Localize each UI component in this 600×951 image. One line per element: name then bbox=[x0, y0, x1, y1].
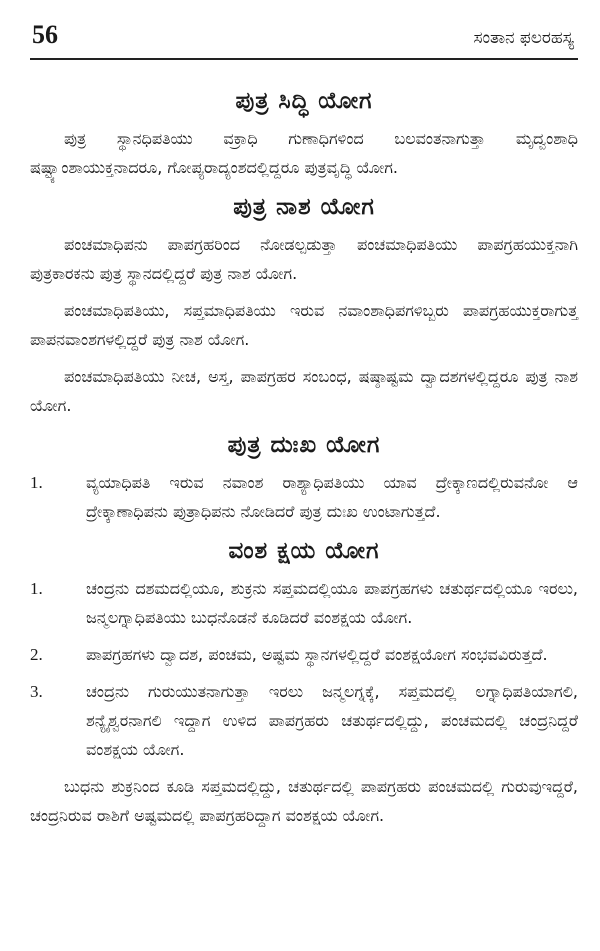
section-vamsha-kshaya-yoga bbox=[30, 536, 578, 830]
section-heading: ವಂಶ ಕ್ಷಯ ಯೋಗ bbox=[228, 538, 380, 564]
list-item-text: ಚಂದ್ರನು ದಶಮದಲ್ಲಿಯೂ, ಶುಕ್ರನು ಸಪ್ತಮದಲ್ಲಿಯೂ ಪಾಪಗ್ರಹಗಳು ಚತುರ್ಥದಲ್ಲಿಯೂ ಇರಲು, ಜನ್ಮಲಗ್ನಾಧಿಪತಿಯು ಬುಧನೊಡನೆ ಕೂಡಿದರೆ ವಂಶಕ್ಷಯ ಯೋಗ. bbox=[86, 579, 578, 627]
section-heading: ಪುತ್ರ ನಾಶ ಯೋಗ bbox=[233, 194, 375, 220]
section-putra-nasha-yoga bbox=[30, 192, 578, 420]
section-heading: ಪುತ್ರ ದುಃಖ ಯೋಗ bbox=[227, 432, 381, 458]
list-item-text: ಚಂದ್ರನು ಗುರುಯುತನಾಗುತ್ತಾ ಇರಲು ಜನ್ಮಲಗ್ನಕ್ಕೆ, ಸಪ್ತಮದಲ್ಲಿ ಲಗ್ನಾಧಿಪತಿಯಾಗಲಿ, ಶನ್ಯೈಶ್ವರನಾಗಲಿ ಇದ್ದಾಗ ಉಳಿದ ಪಾಪಗ್ರಹರು ಚತುರ್ಥದಲ್ಲಿದ್ದು, ಪಂಚಮದಲ್ಲಿ ಚಂದ್ರನಿದ್ದರೆ ವಂಶಕ್ಷಯ ಯೋಗ. bbox=[86, 682, 578, 759]
running-title: ಸಂತಾನ ಫಲರಹಸ್ಯ bbox=[473, 28, 574, 48]
page-header bbox=[30, 14, 578, 60]
list-item bbox=[30, 574, 578, 632]
list-item-number: 3. bbox=[30, 682, 43, 701]
paragraph: ಪಂಚಮಾಧಿಪನು ಪಾಪಗ್ರಹರಿಂದ ನೋಡಲ್ಪಡುತ್ತಾ ಪಂಚಮಾಧಿಪತಿಯು ಪಾಪಗ್ರಹಯುಕ್ತನಾಗಿ ಪುತ್ರಕಾರಕನು ಪುತ್ರ ಸ್ಥಾನದಲ್ಲಿದ್ದರೆ ಪುತ್ರ ನಾಶ ಯೋಗ. bbox=[30, 235, 578, 283]
paragraph: ಪಂಚಮಾಧಿಪತಿಯು ನೀಚ, ಅಸ್ತ, ಪಾಪಗ್ರಹರ ಸಂಬಂಧ, ಷಷ್ಠಾಷ್ಟಮ ದ್ವಾದಶಗಳಲ್ಲಿದ್ದರೂ ಪುತ್ರ ನಾಶ ಯೋಗ. bbox=[30, 367, 578, 415]
paragraph: ಪಂಚಮಾಧಿಪತಿಯು, ಸಪ್ತಮಾಧಿಪತಿಯು ಇರುವ ನವಾಂಶಾಧಿಪಗಳಿಬ್ಬರು ಪಾಪಗ್ರಹಯುಕ್ತರಾಗುತ್ತ ಪಾಪನವಾಂಶಗಳಲ್ಲಿದ್ದರೆ ಪುತ್ರ ನಾಶ ಯೋಗ. bbox=[30, 301, 578, 349]
list-item bbox=[30, 468, 578, 526]
list-item-number: 1. bbox=[30, 473, 43, 492]
numbered-list bbox=[30, 468, 578, 526]
closing-paragraph: ಬುಧನು ಶುಕ್ರನಿಂದ ಕೂಡಿ ಸಪ್ತಮದಲ್ಲಿದ್ದು, ಚತುರ್ಥದಲ್ಲಿ ಪಾಪಗ್ರಹರು ಪಂಚಮದಲ್ಲಿ ಗುರುವುಇದ್ದರೆ, ಚಂದ್ರನಿರುವ ರಾಶಿಗೆ ಅಷ್ಟಮದಲ್ಲಿ ಪಾಪಗ್ರಹರಿದ್ದಾಗ ವಂಶಕ್ಷಯ ಯೋಗ. bbox=[30, 777, 578, 825]
list-item-text: ವ್ಯಯಾಧಿಪತಿ ಇರುವ ನವಾಂಶ ರಾಶ್ಯಾಧಿಪತಿಯು ಯಾವ ದ್ರೇಕ್ಕಾಣದಲ್ಲಿರುವನೋ ಆ ದ್ರೇಕ್ಕಾಣಾಧಿಪನು ಪುತ್ರಾಧಿಪನು ನೋಡಿದರೆ ಪುತ್ರ ದುಃಖ ಉಂಟಾಗುತ್ತದೆ. bbox=[86, 473, 578, 521]
paragraph: ಪುತ್ರ ಸ್ಥಾನಧಿಪತಿಯು ವಕ್ರಾಧಿ ಗುಣಾಧಿಗಳಿಂದ ಬಲವಂತನಾಗುತ್ತಾ ಮೃದ್ವಂಶಾಧಿ ಷಷ್ಟ್ಯಾಂಶಾಯುಕ್ತನಾದರೂ, ಗೋಪ್ಯರಾದ್ಯಂಶದಲ್ಲಿದ್ದರೂ ಪುತ್ರವೃದ್ಧಿ ಯೋಗ. bbox=[30, 129, 578, 177]
list-item bbox=[30, 677, 578, 764]
list-item-number: 2. bbox=[30, 645, 43, 664]
section-putra-duhkha-yoga bbox=[30, 430, 578, 526]
numbered-list bbox=[30, 574, 578, 764]
section-putra-siddhi-yoga bbox=[30, 86, 578, 182]
section-heading: ಪುತ್ರ ಸಿದ್ಧಿ ಯೋಗ bbox=[235, 88, 373, 114]
page-number: 56 bbox=[32, 20, 58, 49]
list-item-number: 1. bbox=[30, 579, 43, 598]
list-item bbox=[30, 640, 578, 669]
list-item-text: ಪಾಪಗ್ರಹಗಳು ದ್ವಾದಶ, ಪಂಚಮ, ಅಷ್ಟಮ ಸ್ಥಾನಗಳಲ್ಲಿದ್ದರೆ ವಂಶಕ್ಷಯೋಗ ಸಂಭವವಿರುತ್ತದೆ. bbox=[86, 645, 548, 664]
